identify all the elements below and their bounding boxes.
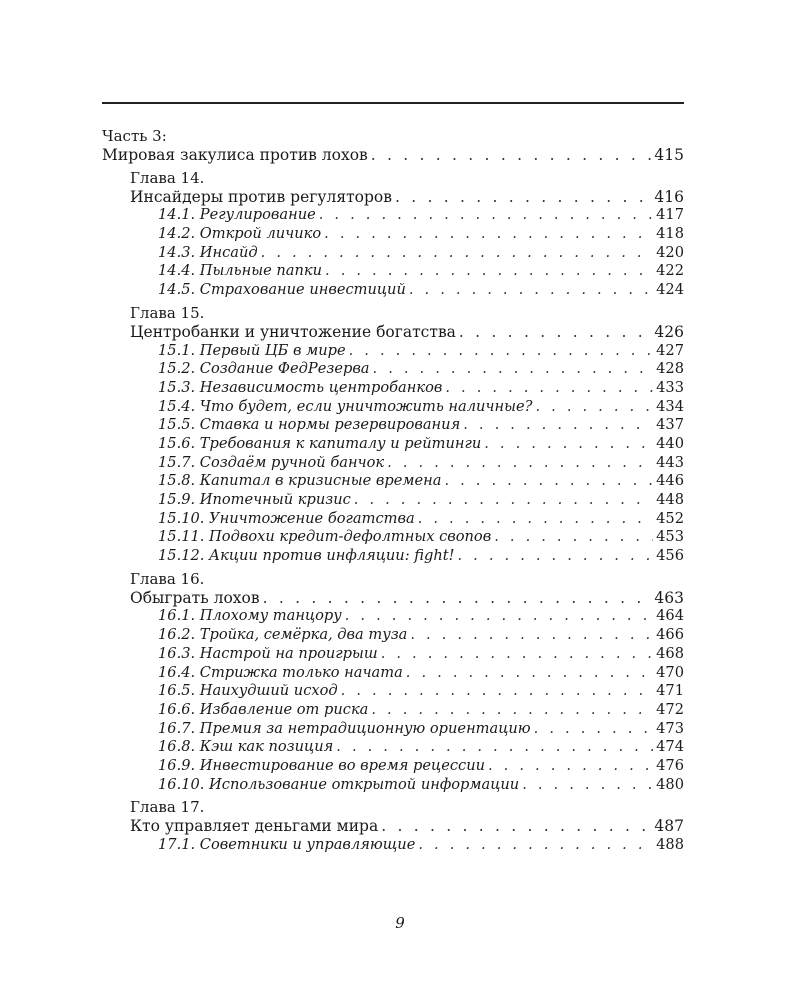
section-entry-title: 17.1. Советники и управляющие <box>158 836 416 853</box>
section-entry-title: 16.2. Тройка, семёрка, два туза <box>158 626 408 644</box>
header-rule <box>102 102 684 104</box>
chapter-label: Глава 15. <box>130 303 205 322</box>
chapter-block <box>102 303 684 566</box>
part-title: Мировая закулиса против лохов <box>102 146 368 164</box>
page-number: 9 <box>395 914 405 932</box>
section-entry-title: 14.1. Регулирование <box>158 206 316 224</box>
section-entry-page: 428 <box>656 360 684 378</box>
section-entry-title: 15.9. Ипотечный кризис <box>158 491 351 508</box>
section-entry-title: 16.9. Инвестирование во время рецессии <box>158 756 485 774</box>
chapter-block <box>102 569 684 795</box>
section-entry[interactable] <box>102 528 684 547</box>
chapter-entry-page: 426 <box>654 322 684 341</box>
section-entry[interactable] <box>102 472 684 491</box>
leader-dots <box>381 817 651 836</box>
section-entry-title: 15.11. Подвохи кредит-дефолтных свопов <box>158 528 492 546</box>
leader-dots <box>444 472 653 491</box>
section-entry-page: 472 <box>656 700 684 718</box>
chapter-entry-title: Инсайдеры против регуляторов <box>130 187 392 206</box>
leader-dots <box>381 645 653 664</box>
section-entry-title: 15.1. Первый ЦБ в мире <box>158 341 346 359</box>
leader-dots <box>371 701 653 720</box>
chapter-label: Глава 17. <box>130 798 205 817</box>
leader-dots <box>488 757 653 776</box>
section-entry-page: 471 <box>656 682 684 700</box>
section-entry[interactable] <box>102 379 684 398</box>
section-entry[interactable] <box>102 836 684 855</box>
section-entry-title: 14.2. Открой личико <box>158 225 322 243</box>
section-entry[interactable] <box>102 454 684 473</box>
section-entry-title: 15.10. Уничтожение богатства <box>158 509 415 527</box>
chapter-entry-title: Кто управляет деньгами мира <box>130 817 379 836</box>
section-entry-page: 443 <box>656 453 684 471</box>
leader-dots <box>457 547 653 566</box>
section-entry-title: 16.10. Использование открытой информации <box>158 775 520 793</box>
leader-dots <box>371 146 652 165</box>
leader-dots <box>418 836 653 855</box>
section-entry-page: 440 <box>656 434 684 452</box>
chapter-entry-page: 487 <box>654 817 684 836</box>
section-entry-page: 418 <box>656 225 684 243</box>
leader-dots <box>395 188 651 207</box>
section-entry[interactable] <box>102 360 684 379</box>
section-entry[interactable] <box>102 682 684 701</box>
section-entry-page: 470 <box>656 663 684 681</box>
section-entry-page: 464 <box>656 607 684 625</box>
leader-dots <box>463 416 653 435</box>
section-entry-page: 420 <box>656 243 684 261</box>
section-entry-title: 15.4. Что будет, если уничтожить наличные? <box>158 397 533 415</box>
section-entry-title: 16.8. Кэш как позиция <box>158 738 334 756</box>
section-entry-title: 16.4. Стрижка только начата <box>158 663 403 681</box>
section-entry[interactable] <box>102 645 684 664</box>
section-entry[interactable] <box>102 262 684 281</box>
leader-dots <box>534 720 653 739</box>
section-entry[interactable] <box>102 626 684 645</box>
section-entry-title: 15.12. Акции против инфляции: fight! <box>158 547 455 565</box>
chapter-entry[interactable] <box>102 188 684 207</box>
leader-dots <box>319 206 653 225</box>
section-entry[interactable] <box>102 342 684 361</box>
section-entry[interactable] <box>102 720 684 739</box>
section-entry-page: 453 <box>656 528 684 546</box>
leader-dots <box>387 454 653 473</box>
section-entry-title: 16.7. Премия за нетрадиционную ориентацию <box>158 719 531 737</box>
section-entry-title: 16.6. Избавление от риска <box>158 700 369 718</box>
section-entry-page: 434 <box>656 397 684 415</box>
section-entry[interactable] <box>102 206 684 225</box>
section-entry-page: 437 <box>656 416 684 434</box>
section-entry-title: 14.4. Пыльные папки <box>158 262 323 280</box>
leader-dots <box>341 682 653 701</box>
section-entry[interactable] <box>102 664 684 683</box>
section-entry-page: 456 <box>656 547 684 565</box>
section-entry-title: 16.5. Наихудший исход <box>158 682 338 700</box>
leader-dots <box>373 360 654 379</box>
section-entry[interactable] <box>102 547 684 566</box>
section-entry[interactable] <box>102 776 684 795</box>
leader-dots <box>324 225 653 244</box>
chapter-list <box>102 168 684 855</box>
leader-dots <box>535 398 653 417</box>
leader-dots <box>459 323 651 342</box>
section-entry-page: 466 <box>656 626 684 644</box>
leader-dots <box>494 528 653 547</box>
chapter-label: Глава 14. <box>130 168 205 187</box>
chapter-entry[interactable] <box>102 817 684 836</box>
leader-dots <box>325 262 653 281</box>
section-entry-page: 427 <box>656 341 684 359</box>
section-entry-page: 448 <box>656 491 684 508</box>
section-entry-title: 15.2. Создание ФедРезерва <box>158 360 370 378</box>
leader-dots <box>345 607 653 626</box>
leader-dots <box>445 379 653 398</box>
leader-dots <box>409 281 653 300</box>
leader-dots <box>354 491 653 510</box>
section-entry-page: 417 <box>656 206 684 224</box>
section-entry-page: 474 <box>656 738 684 756</box>
leader-dots <box>336 738 653 757</box>
section-entry[interactable] <box>102 701 684 720</box>
section-entry-page: 446 <box>656 472 684 490</box>
section-entry-page: 468 <box>656 644 684 662</box>
section-entry[interactable] <box>102 398 684 417</box>
section-entry[interactable] <box>102 738 684 757</box>
leader-dots <box>263 589 652 608</box>
section-entry-page: 422 <box>656 262 684 280</box>
section-entry-title: 14.3. Инсайд <box>158 243 258 261</box>
leader-dots <box>522 776 653 795</box>
section-entry-page: 488 <box>656 836 684 853</box>
section-entry-page: 476 <box>656 756 684 774</box>
table-of-contents <box>102 126 684 855</box>
chapter-entry[interactable] <box>102 589 684 608</box>
chapter-block <box>102 797 684 854</box>
section-entry-title: 15.7. Создаём ручной банчок <box>158 453 385 471</box>
section-entry-title: 15.8. Капитал в кризисные времена <box>158 472 442 490</box>
leader-dots <box>349 342 654 361</box>
section-entry-page: 424 <box>656 281 684 299</box>
section-entry[interactable] <box>102 607 684 626</box>
leader-dots <box>406 664 653 683</box>
section-entry-page: 480 <box>656 775 684 793</box>
section-entry[interactable] <box>102 281 684 300</box>
leader-dots <box>418 510 653 529</box>
section-entry-title: 15.6. Требования к капиталу и рейтинги <box>158 434 482 452</box>
part-entry[interactable] <box>102 146 684 165</box>
chapter-block <box>102 168 684 300</box>
part-label: Часть 3: <box>102 127 167 145</box>
section-entry[interactable] <box>102 244 684 263</box>
section-entry-title: 14.5. Страхование инвестиций <box>158 281 406 299</box>
chapter-entry-title: Обыграть лохов <box>130 588 260 607</box>
section-entry[interactable] <box>102 757 684 776</box>
section-entry-title: 16.1. Плохому танцору <box>158 607 342 625</box>
section-entry-title: 16.3. Настрой на проигрыш <box>158 644 378 662</box>
section-entry[interactable] <box>102 225 684 244</box>
leader-dots <box>484 435 653 454</box>
chapter-entry-page: 416 <box>654 187 684 206</box>
part-page: 415 <box>654 146 684 164</box>
leader-dots <box>261 244 654 263</box>
section-entry[interactable] <box>102 435 684 454</box>
section-entry-title: 15.5. Ставка и нормы резервирования <box>158 416 461 434</box>
chapter-label: Глава 16. <box>130 569 205 588</box>
chapter-entry-title: Центробанки и уничтожение богатства <box>130 322 456 341</box>
chapter-entry[interactable] <box>102 323 684 342</box>
section-entry-page: 452 <box>656 509 684 527</box>
section-entry-page: 473 <box>656 719 684 737</box>
section-entry-title: 15.3. Независимость центробанков <box>158 378 443 396</box>
leader-dots <box>410 626 653 645</box>
section-entry[interactable] <box>102 416 684 435</box>
chapter-entry-page: 463 <box>654 588 684 607</box>
section-entry-page: 433 <box>656 378 684 396</box>
section-entry[interactable] <box>102 510 684 529</box>
section-entry[interactable] <box>102 491 684 510</box>
